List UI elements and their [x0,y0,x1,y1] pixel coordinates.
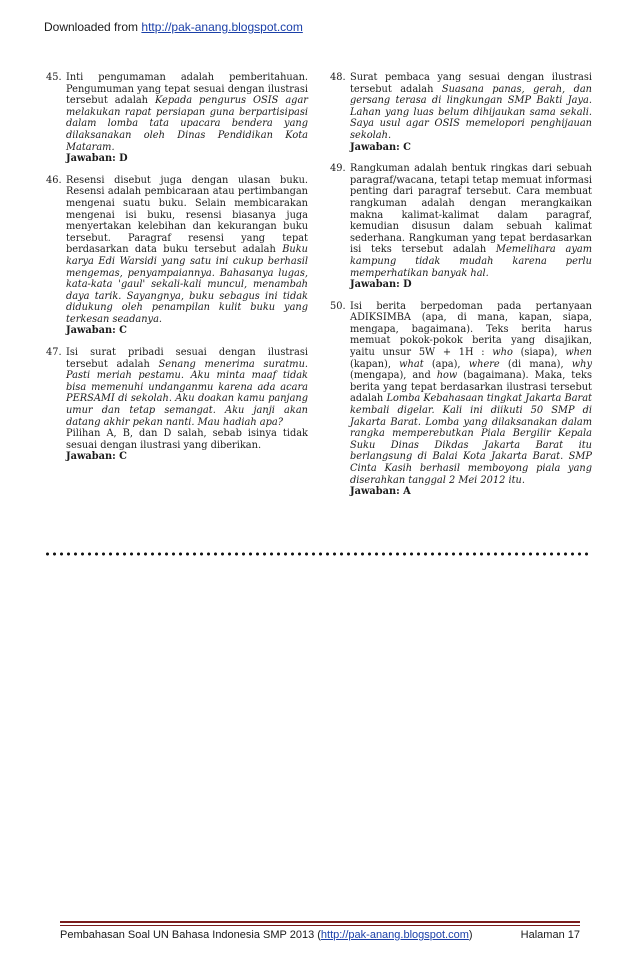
item-extra: Pilihan A, B, dan D salah, sebab isinya tidak sesuai dengan ilustrasi yang diberikan. [66,428,308,451]
left-column [46,72,308,473]
answer-key: Jawaban: D [350,279,412,291]
answer-item-45 [46,72,308,165]
answer-item-46 [46,175,308,337]
answer-item-47 [46,347,308,463]
term-who: who [492,347,513,359]
term-how: how [436,370,458,382]
term-why: why [571,358,592,370]
answer-key: Jawaban: C [66,451,127,463]
term-gloss: (mengapa), and [350,370,437,382]
item-text: Rangkuman adalah bentuk ringkas dari sebuah paragraf/wacana, tetapi tetap memuat informasi penting dari paragraf tersebut. Cara membuat rangkuman adalah dengan merangkaikan makna kalimat-kalimat dalam paragraf, kemudian disusun dalam sebuah kalimat sederhana. Rangkuman yang tepat berdasarkan isi teks tersebut adalah [350,163,592,256]
item-example: Suasana panas, gerah, dan gersang terasa di lingkungan SMP Bakti Jaya. Lahan yang luas belum dihijaukan sama sekali. Saya usul agar OSIS memelopori penghijauan sekolah. [350,83,592,141]
item-example: Kepada pengurus OSIS agar melakukan rapat persiapan guna berpartisipasi dalam lomba tata upacara bendera yang dilaksanakan oleh Dinas Pendidikan Kota Mataram. [66,95,308,153]
item-text: Resensi disebut juga dengan ulasan buku. Resensi adalah pembicaraan atau pertimbangan mengenai suatu buku. Selain membicarakan mengenai isi buku, resensi biasanya juga menyertakan kelebihan dan kekurangan buku tersebut. Paragraf resensi yang tepat berdasarkan data buku tersebut adalah [66,174,308,256]
answer-key: Jawaban: C [66,325,127,337]
dotted-separator [44,551,592,557]
answer-key: Jawaban: C [350,141,411,153]
term-when: when [565,347,592,359]
term-gloss: (siapa), [512,347,566,359]
footer-link[interactable]: http://pak-anang.blogspot.com [320,929,469,941]
term-gloss: (kapan), [350,358,400,370]
item-text: Surat pembaca yang sesuai dengan ilustrasi tersebut adalah [350,72,592,95]
answer-item-48 [330,72,592,153]
item-number: 47. [46,347,62,359]
item-example: Memelihara ayam kampung tidak mudah karena perlu memperhatikan banyak hal. [350,244,592,279]
item-number: 45. [46,72,62,83]
item-text: Inti pengumaman adalah pemberitahuan. Pengumuman yang tepat sesuai dengan ilustrasi tersebut adalah [66,72,308,107]
term-gloss: (apa), [423,358,469,370]
source-link[interactable]: http://pak-anang.blogspot.com [141,20,303,34]
term-where: where [468,358,500,370]
footer-prefix: Pembahasan Soal UN Bahasa Indonesia SMP 2013 ( [60,929,321,941]
answer-key: Jawaban: D [66,153,128,165]
answer-key: Jawaban: A [350,486,411,498]
term-gloss: (di mana), [499,358,572,370]
page-number: Halaman 17 [520,929,580,941]
answer-item-49 [330,163,592,291]
item-number: 49. [330,163,346,175]
footer-rule [60,921,580,923]
term-what: what [399,358,424,370]
item-text-cont: (bagaimana). Maka, teks berita yang tepat berdasarkan ilustrasi tersebut adalah [350,370,593,405]
download-prefix: Downloaded from [44,20,142,34]
footer-suffix: ) [468,929,473,941]
item-number: 46. [46,174,62,186]
answer-item-50 [330,301,592,498]
right-column [330,72,592,508]
item-text: Isi surat pribadi sesuai dengan ilustrasi tersebut adalah [66,347,308,370]
footer-rule-thin [60,925,580,926]
download-source-line [44,20,303,34]
scanned-answer-page [44,72,594,544]
item-number: 48. [330,72,346,83]
item-example: Lomba Kebahasaan tingkat Jakarta Barat kembali digelar. Kali ini diikuti 50 SMP di Jakarta Barat. Lomba yang dilaksanakan dalam rangka memperebutkan Piala Bergilir Kepala Suku Dinas Dikdas Jakarta Barat itu berlangsung di Balai Kota Jakarta Barat. SMP Cinta Kasih berhasil memboyong piala yang diserahkan tanggal 2 Mei 2012 itu. [350,393,592,486]
item-text: Isi berita berpedoman pada pertanyaan ADIKSIMBA (apa, di mana, kapan, siapa, mengapa, bagaimana). Teks berita harus memuat pokok-pokok berita yang disajikan, yaitu unsur 5W + 1H : [350,300,592,359]
item-example: Buku karya Edi Warsidi yang satu ini cukup berhasil mengemas, penyampaiannya. Bahasanya lugas, kata-kata 'gaul' sekali-kali muncul, menambah daya tarik. Sayangnya, buku sebagus ini tidak didukung oleh penampilan kulit buku yang terkesan seadanya. [66,244,308,325]
item-example: Senang menerima suratmu. Pasti meriah pestamu. Aku minta maaf tidak bisa memenuhi undanganmu karena ada acara PERSAMI di sekolah. Aku doakan kamu panjang umur dan tetap semangat. Aku janji akan datang akhir pekan nanti. Mau hadiah apa? [66,358,308,428]
item-number: 50. [330,300,346,312]
footer-title [60,929,473,941]
